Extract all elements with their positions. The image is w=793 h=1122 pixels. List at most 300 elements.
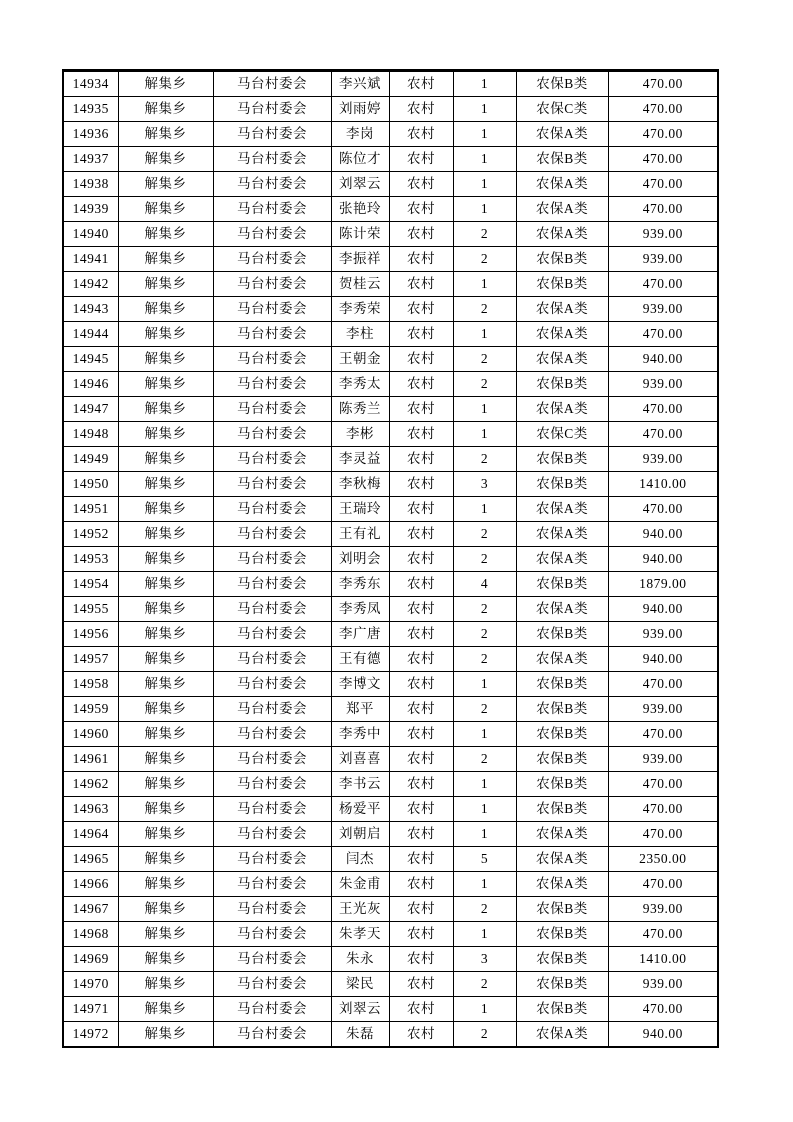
cell-township: 解集乡 [118,172,213,197]
cell-township: 解集乡 [118,672,213,697]
table-row [63,97,718,122]
cell-village-committee: 马台村委会 [213,697,331,722]
cell-village-committee: 马台村委会 [213,272,331,297]
cell-amount: 470.00 [608,71,718,97]
cell-village-committee: 马台村委会 [213,447,331,472]
cell-residence-type: 农村 [389,1022,453,1048]
cell-township: 解集乡 [118,722,213,747]
cell-person-name: 梁民 [331,972,389,997]
table-row [63,547,718,572]
cell-sequence-number: 14958 [63,672,118,697]
cell-sequence-number: 14946 [63,372,118,397]
cell-village-committee: 马台村委会 [213,922,331,947]
cell-person-name: 李秀中 [331,722,389,747]
cell-residence-type: 农村 [389,147,453,172]
cell-person-count: 2 [453,647,516,672]
cell-insurance-category: 农保A类 [516,397,608,422]
cell-residence-type: 农村 [389,872,453,897]
cell-person-name: 刘翠云 [331,997,389,1022]
cell-township: 解集乡 [118,772,213,797]
cell-person-count: 1 [453,397,516,422]
cell-insurance-category: 农保B类 [516,947,608,972]
cell-sequence-number: 14963 [63,797,118,822]
cell-amount: 470.00 [608,97,718,122]
table-row [63,247,718,272]
cell-village-committee: 马台村委会 [213,172,331,197]
table-row [63,222,718,247]
cell-insurance-category: 农保B类 [516,897,608,922]
cell-person-count: 1 [453,772,516,797]
cell-person-count: 2 [453,222,516,247]
cell-person-name: 李兴斌 [331,71,389,97]
cell-residence-type: 农村 [389,697,453,722]
cell-amount: 939.00 [608,247,718,272]
cell-residence-type: 农村 [389,372,453,397]
cell-amount: 470.00 [608,922,718,947]
cell-village-committee: 马台村委会 [213,872,331,897]
cell-residence-type: 农村 [389,122,453,147]
cell-residence-type: 农村 [389,172,453,197]
cell-person-name: 王有礼 [331,522,389,547]
cell-sequence-number: 14964 [63,822,118,847]
cell-insurance-category: 农保B类 [516,622,608,647]
cell-amount: 470.00 [608,797,718,822]
table-row [63,747,718,772]
table-row [63,922,718,947]
cell-residence-type: 农村 [389,71,453,97]
table-row [63,347,718,372]
table-row [63,71,718,97]
cell-residence-type: 农村 [389,922,453,947]
cell-amount: 470.00 [608,122,718,147]
cell-sequence-number: 14961 [63,747,118,772]
cell-residence-type: 农村 [389,272,453,297]
cell-person-name: 杨爱平 [331,797,389,822]
cell-sequence-number: 14972 [63,1022,118,1048]
cell-person-name: 闫杰 [331,847,389,872]
cell-township: 解集乡 [118,122,213,147]
cell-person-count: 1 [453,71,516,97]
cell-amount: 939.00 [608,297,718,322]
cell-village-committee: 马台村委会 [213,297,331,322]
cell-person-count: 2 [453,1022,516,1048]
cell-person-count: 3 [453,472,516,497]
table-row [63,997,718,1022]
cell-person-name: 王光灰 [331,897,389,922]
cell-insurance-category: 农保A类 [516,597,608,622]
cell-township: 解集乡 [118,972,213,997]
cell-village-committee: 马台村委会 [213,322,331,347]
cell-person-name: 刘明会 [331,547,389,572]
cell-amount: 939.00 [608,897,718,922]
cell-amount: 940.00 [608,1022,718,1048]
cell-village-committee: 马台村委会 [213,797,331,822]
cell-residence-type: 农村 [389,422,453,447]
cell-amount: 940.00 [608,647,718,672]
cell-township: 解集乡 [118,697,213,722]
cell-sequence-number: 14957 [63,647,118,672]
cell-sequence-number: 14966 [63,872,118,897]
cell-township: 解集乡 [118,622,213,647]
cell-residence-type: 农村 [389,547,453,572]
cell-township: 解集乡 [118,472,213,497]
table-row [63,947,718,972]
cell-sequence-number: 14943 [63,297,118,322]
cell-township: 解集乡 [118,897,213,922]
cell-township: 解集乡 [118,147,213,172]
cell-insurance-category: 农保B类 [516,772,608,797]
cell-township: 解集乡 [118,822,213,847]
cell-insurance-category: 农保C类 [516,97,608,122]
cell-township: 解集乡 [118,647,213,672]
cell-amount: 470.00 [608,997,718,1022]
cell-residence-type: 农村 [389,772,453,797]
cell-township: 解集乡 [118,747,213,772]
cell-person-count: 3 [453,947,516,972]
cell-village-committee: 马台村委会 [213,1022,331,1048]
cell-person-name: 李岗 [331,122,389,147]
cell-residence-type: 农村 [389,647,453,672]
cell-person-count: 2 [453,247,516,272]
cell-township: 解集乡 [118,1022,213,1048]
table-row [63,647,718,672]
cell-township: 解集乡 [118,97,213,122]
cell-person-name: 刘雨婷 [331,97,389,122]
cell-person-count: 1 [453,797,516,822]
cell-person-name: 王有德 [331,647,389,672]
cell-person-name: 李灵益 [331,447,389,472]
cell-person-count: 1 [453,322,516,347]
cell-person-count: 2 [453,297,516,322]
cell-insurance-category: 农保B类 [516,247,608,272]
cell-residence-type: 农村 [389,347,453,372]
cell-township: 解集乡 [118,197,213,222]
cell-person-count: 2 [453,897,516,922]
cell-insurance-category: 农保B类 [516,372,608,397]
cell-amount: 939.00 [608,222,718,247]
cell-person-count: 2 [453,697,516,722]
table-row [63,622,718,647]
cell-sequence-number: 14935 [63,97,118,122]
cell-township: 解集乡 [118,297,213,322]
cell-person-count: 2 [453,597,516,622]
cell-amount: 939.00 [608,747,718,772]
cell-amount: 470.00 [608,422,718,447]
cell-insurance-category: 农保B类 [516,572,608,597]
table-row [63,672,718,697]
cell-amount: 939.00 [608,447,718,472]
table-row [63,522,718,547]
cell-person-name: 陈计荣 [331,222,389,247]
cell-person-count: 1 [453,147,516,172]
cell-sequence-number: 14968 [63,922,118,947]
cell-amount: 940.00 [608,547,718,572]
cell-insurance-category: 农保B类 [516,922,608,947]
cell-insurance-category: 农保A类 [516,497,608,522]
cell-insurance-category: 农保A类 [516,522,608,547]
cell-insurance-category: 农保B类 [516,972,608,997]
cell-village-committee: 马台村委会 [213,722,331,747]
table-row [63,897,718,922]
cell-person-count: 1 [453,872,516,897]
cell-amount: 470.00 [608,272,718,297]
cell-township: 解集乡 [118,422,213,447]
cell-township: 解集乡 [118,997,213,1022]
cell-sequence-number: 14965 [63,847,118,872]
cell-sequence-number: 14954 [63,572,118,597]
cell-insurance-category: 农保B类 [516,722,608,747]
cell-person-count: 1 [453,672,516,697]
table-row [63,422,718,447]
cell-village-committee: 马台村委会 [213,747,331,772]
cell-person-name: 刘朝启 [331,822,389,847]
cell-amount: 939.00 [608,697,718,722]
cell-village-committee: 马台村委会 [213,522,331,547]
cell-village-committee: 马台村委会 [213,947,331,972]
cell-sequence-number: 14956 [63,622,118,647]
cell-township: 解集乡 [118,322,213,347]
cell-person-count: 1 [453,122,516,147]
cell-residence-type: 农村 [389,522,453,547]
cell-person-count: 4 [453,572,516,597]
cell-residence-type: 农村 [389,622,453,647]
table-row [63,972,718,997]
cell-sequence-number: 14970 [63,972,118,997]
cell-insurance-category: 农保A类 [516,647,608,672]
cell-residence-type: 农村 [389,397,453,422]
cell-sequence-number: 14938 [63,172,118,197]
cell-sequence-number: 14936 [63,122,118,147]
cell-residence-type: 农村 [389,722,453,747]
cell-person-name: 王瑞玲 [331,497,389,522]
cell-person-name: 贺桂云 [331,272,389,297]
cell-amount: 470.00 [608,497,718,522]
cell-amount: 1410.00 [608,947,718,972]
table-row [63,197,718,222]
cell-sequence-number: 14934 [63,71,118,97]
cell-amount: 470.00 [608,722,718,747]
cell-person-name: 朱永 [331,947,389,972]
table-row [63,147,718,172]
cell-village-committee: 马台村委会 [213,347,331,372]
cell-township: 解集乡 [118,572,213,597]
cell-residence-type: 农村 [389,97,453,122]
cell-person-name: 李彬 [331,422,389,447]
cell-residence-type: 农村 [389,297,453,322]
cell-amount: 940.00 [608,522,718,547]
cell-person-count: 1 [453,922,516,947]
cell-person-count: 2 [453,547,516,572]
cell-township: 解集乡 [118,272,213,297]
cell-person-count: 1 [453,422,516,447]
cell-amount: 470.00 [608,872,718,897]
cell-person-name: 刘翠云 [331,172,389,197]
cell-person-name: 朱孝天 [331,922,389,947]
cell-person-count: 1 [453,497,516,522]
cell-village-committee: 马台村委会 [213,622,331,647]
cell-insurance-category: 农保A类 [516,1022,608,1048]
cell-residence-type: 农村 [389,497,453,522]
cell-village-committee: 马台村委会 [213,672,331,697]
cell-village-committee: 马台村委会 [213,997,331,1022]
cell-insurance-category: 农保B类 [516,797,608,822]
cell-person-name: 刘喜喜 [331,747,389,772]
table-row [63,447,718,472]
cell-insurance-category: 农保A类 [516,322,608,347]
cell-amount: 2350.00 [608,847,718,872]
table-row [63,272,718,297]
cell-residence-type: 农村 [389,247,453,272]
cell-village-committee: 马台村委会 [213,247,331,272]
table-row [63,597,718,622]
table-row [63,397,718,422]
cell-person-count: 2 [453,447,516,472]
cell-village-committee: 马台村委会 [213,197,331,222]
cell-residence-type: 农村 [389,197,453,222]
cell-insurance-category: 农保B类 [516,997,608,1022]
cell-township: 解集乡 [118,247,213,272]
cell-person-count: 1 [453,722,516,747]
cell-sequence-number: 14940 [63,222,118,247]
cell-person-count: 1 [453,997,516,1022]
cell-township: 解集乡 [118,872,213,897]
cell-insurance-category: 农保A类 [516,222,608,247]
cell-person-name: 李秀荣 [331,297,389,322]
table-row [63,497,718,522]
cell-residence-type: 农村 [389,972,453,997]
cell-sequence-number: 14937 [63,147,118,172]
cell-sequence-number: 14941 [63,247,118,272]
cell-insurance-category: 农保A类 [516,847,608,872]
cell-person-name: 李书云 [331,772,389,797]
cell-village-committee: 马台村委会 [213,597,331,622]
cell-insurance-category: 农保A类 [516,297,608,322]
cell-residence-type: 农村 [389,797,453,822]
cell-insurance-category: 农保C类 [516,422,608,447]
cell-township: 解集乡 [118,522,213,547]
table-row [63,872,718,897]
table-row [63,172,718,197]
cell-amount: 470.00 [608,197,718,222]
cell-village-committee: 马台村委会 [213,97,331,122]
cell-sequence-number: 14962 [63,772,118,797]
cell-person-name: 王朝金 [331,347,389,372]
cell-person-name: 陈秀兰 [331,397,389,422]
cell-village-committee: 马台村委会 [213,422,331,447]
cell-person-count: 1 [453,97,516,122]
cell-township: 解集乡 [118,347,213,372]
cell-person-name: 张艳玲 [331,197,389,222]
cell-village-committee: 马台村委会 [213,972,331,997]
cell-amount: 939.00 [608,972,718,997]
cell-village-committee: 马台村委会 [213,472,331,497]
cell-insurance-category: 农保A类 [516,347,608,372]
cell-amount: 470.00 [608,822,718,847]
cell-township: 解集乡 [118,372,213,397]
cell-insurance-category: 农保B类 [516,672,608,697]
cell-insurance-category: 农保A类 [516,872,608,897]
cell-sequence-number: 14949 [63,447,118,472]
cell-person-name: 陈位才 [331,147,389,172]
cell-person-count: 2 [453,372,516,397]
cell-village-committee: 马台村委会 [213,122,331,147]
cell-person-count: 2 [453,522,516,547]
cell-township: 解集乡 [118,947,213,972]
cell-village-committee: 马台村委会 [213,897,331,922]
cell-person-count: 2 [453,347,516,372]
cell-sequence-number: 14948 [63,422,118,447]
cell-residence-type: 农村 [389,572,453,597]
cell-sequence-number: 14960 [63,722,118,747]
table-row [63,772,718,797]
cell-township: 解集乡 [118,847,213,872]
cell-insurance-category: 农保B类 [516,71,608,97]
cell-sequence-number: 14950 [63,472,118,497]
cell-township: 解集乡 [118,797,213,822]
cell-amount: 940.00 [608,597,718,622]
cell-person-name: 李秀太 [331,372,389,397]
cell-sequence-number: 14967 [63,897,118,922]
table-row [63,797,718,822]
cell-residence-type: 农村 [389,947,453,972]
cell-person-count: 1 [453,197,516,222]
cell-residence-type: 农村 [389,672,453,697]
table-row [63,472,718,497]
cell-person-name: 朱金甫 [331,872,389,897]
cell-village-committee: 马台村委会 [213,71,331,97]
cell-amount: 470.00 [608,322,718,347]
cell-insurance-category: 农保B类 [516,472,608,497]
cell-township: 解集乡 [118,497,213,522]
cell-residence-type: 农村 [389,897,453,922]
cell-township: 解集乡 [118,71,213,97]
cell-person-name: 郑平 [331,697,389,722]
cell-sequence-number: 14939 [63,197,118,222]
cell-township: 解集乡 [118,397,213,422]
cell-person-name: 李广唐 [331,622,389,647]
cell-village-committee: 马台村委会 [213,822,331,847]
cell-village-committee: 马台村委会 [213,647,331,672]
cell-residence-type: 农村 [389,472,453,497]
cell-sequence-number: 14969 [63,947,118,972]
cell-sequence-number: 14945 [63,347,118,372]
cell-village-committee: 马台村委会 [213,572,331,597]
cell-residence-type: 农村 [389,447,453,472]
table-row [63,322,718,347]
cell-person-name: 李秀凤 [331,597,389,622]
cell-person-count: 1 [453,822,516,847]
cell-amount: 470.00 [608,772,718,797]
cell-sequence-number: 14952 [63,522,118,547]
cell-person-name: 李柱 [331,322,389,347]
cell-insurance-category: 农保B类 [516,147,608,172]
cell-sequence-number: 14947 [63,397,118,422]
cell-person-count: 1 [453,172,516,197]
cell-person-name: 李振祥 [331,247,389,272]
table-row [63,722,718,747]
table-row [63,822,718,847]
cell-person-count: 5 [453,847,516,872]
cell-residence-type: 农村 [389,997,453,1022]
table-body [63,71,718,1048]
cell-insurance-category: 农保B类 [516,697,608,722]
cell-amount: 1410.00 [608,472,718,497]
cell-person-count: 1 [453,272,516,297]
cell-residence-type: 农村 [389,822,453,847]
table-row [63,697,718,722]
cell-amount: 470.00 [608,147,718,172]
table-row [63,297,718,322]
